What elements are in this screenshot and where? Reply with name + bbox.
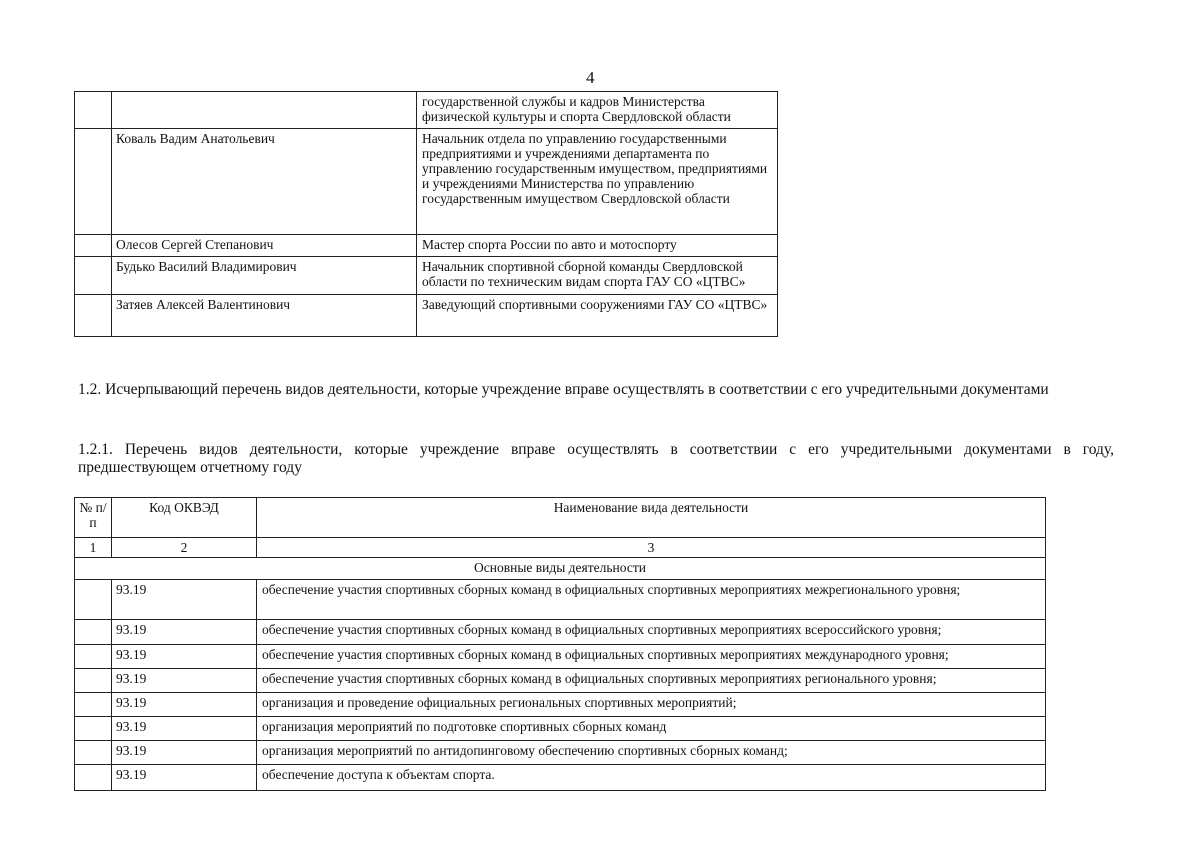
activity-description: организация и проведение официальных региональных спортивных мероприятий; (257, 693, 1046, 717)
column-index: 1 (75, 538, 112, 558)
member-number (75, 295, 112, 337)
member-number (75, 129, 112, 235)
okved-code: 93.19 (112, 669, 257, 693)
table-row (75, 580, 1046, 620)
member-name (112, 92, 417, 129)
commission-members-table (74, 91, 778, 337)
okved-code: 93.19 (112, 645, 257, 669)
table-row (75, 645, 1046, 669)
member-number (75, 235, 112, 257)
member-number (75, 92, 112, 129)
column-header-code: Код ОКВЭД (112, 498, 257, 538)
member-role: Начальник отдела по управлению государственными предприятиями и учреждениями департамента по управлению государственным имуществом, предприятиями и учреждениями Министерства по управлению государственным имуществом Свердловской области (417, 129, 778, 235)
row-number (75, 580, 112, 620)
table-row (75, 693, 1046, 717)
member-name: Коваль Вадим Анатольевич (112, 129, 417, 235)
activity-description: обеспечение участия спортивных сборных команд в официальных спортивных мероприятиях регионального уровня; (257, 669, 1046, 693)
table-row (75, 257, 778, 295)
page-number: 4 (586, 68, 595, 87)
okved-code: 93.19 (112, 765, 257, 791)
okved-code: 93.19 (112, 741, 257, 765)
group-title: Основные виды деятельности (75, 558, 1046, 580)
member-role: Мастер спорта России по авто и мотоспорту (417, 235, 778, 257)
okved-code: 93.19 (112, 693, 257, 717)
section-1-2-1-heading: 1.2.1. Перечень видов деятельности, которые учреждение вправе осуществлять в соответствии с его учредительными документами в году, предшествующем отчетному году (78, 441, 1114, 476)
row-number (75, 645, 112, 669)
member-number (75, 257, 112, 295)
table-row (75, 129, 778, 235)
row-number (75, 741, 112, 765)
member-name: Затяев Алексей Валентинович (112, 295, 417, 337)
table-row (75, 620, 1046, 645)
okved-code: 93.19 (112, 620, 257, 645)
activity-description: обеспечение доступа к объектам спорта. (257, 765, 1046, 791)
table-row (75, 717, 1046, 741)
member-role: государственной службы и кадров Министерства физической культуры и спорта Свердловской области (417, 92, 778, 129)
table-row (75, 295, 778, 337)
okved-code: 93.19 (112, 580, 257, 620)
member-role: Заведующий спортивными сооружениями ГАУ СО «ЦТВС» (417, 295, 778, 337)
activity-description: обеспечение участия спортивных сборных команд в официальных спортивных мероприятиях всероссийского уровня; (257, 620, 1046, 645)
table-row (75, 669, 1046, 693)
column-header-number: № п/п (75, 498, 112, 538)
group-title-row (75, 558, 1046, 580)
table-row (75, 235, 778, 257)
activity-description: организация мероприятий по антидопинговому обеспечению спортивных сборных команд; (257, 741, 1046, 765)
row-number (75, 669, 112, 693)
activity-description: обеспечение участия спортивных сборных команд в официальных спортивных мероприятиях международного уровня; (257, 645, 1046, 669)
activity-description: обеспечение участия спортивных сборных команд в официальных спортивных мероприятиях межрегионального уровня; (257, 580, 1046, 620)
okved-code: 93.19 (112, 717, 257, 741)
row-number (75, 693, 112, 717)
member-name: Олесов Сергей Степанович (112, 235, 417, 257)
row-number (75, 717, 112, 741)
member-role: Начальник спортивной сборной команды Свердловской области по техническим видам спорта ГАУ СО «ЦТВС» (417, 257, 778, 295)
activities-table (74, 497, 1046, 791)
column-index-row (75, 538, 1046, 558)
column-index: 2 (112, 538, 257, 558)
table-row (75, 765, 1046, 791)
row-number (75, 620, 112, 645)
table-row (75, 92, 778, 129)
column-index: 3 (257, 538, 1046, 558)
activity-description: организация мероприятий по подготовке спортивных сборных команд (257, 717, 1046, 741)
table-header-row (75, 498, 1046, 538)
column-header-name: Наименование вида деятельности (257, 498, 1046, 538)
section-1-2-heading: 1.2. Исчерпывающий перечень видов деятельности, которые учреждение вправе осуществлять в соответствии с его учредительными документами (78, 381, 1049, 398)
row-number (75, 765, 112, 791)
member-name: Будько Василий Владимирович (112, 257, 417, 295)
table-row (75, 741, 1046, 765)
